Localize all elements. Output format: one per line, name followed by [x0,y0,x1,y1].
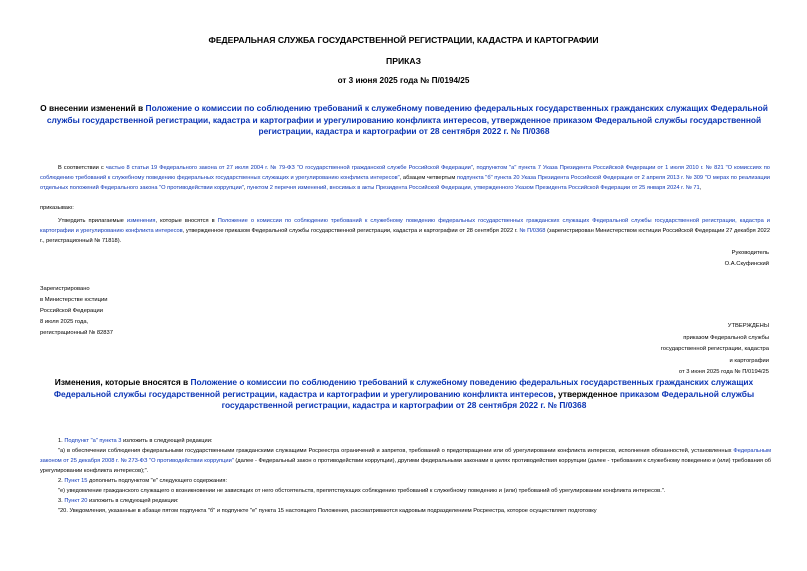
changes-regulation-link[interactable]: Положение о комиссии по соблюдению требований к служебному поведению федеральных государственных гражданских служащих Федеральной службы государственной регистрации, кадастра и картографии и урегулированию конфликта интересов [53,377,754,399]
approved-line: от 3 июня 2025 года № П/0194/25 [678,369,769,375]
quote-text: "а) в обеспечении соблюдения федеральными государственными гражданскими служащими Росреестра ограничений и запретов, требований о предотвращении или об урегулировании конфликта интересов, исполнения обязанностей, установленных [58,448,734,454]
document-title [38,103,770,138]
approve-text: Утвердить прилагаемые [58,218,127,224]
changes-order-link[interactable]: приказом Федеральной службы государственной регистрации, кадастра и картографии от 28 сентября 2022 г. № П/0368 [221,388,755,410]
signature-role: Руководитель [731,250,769,256]
preamble-text: , [699,185,702,191]
preamble-text: , абзацем четвертым [399,175,457,181]
point-15-link[interactable]: Пункт 15 [64,478,88,484]
list-item [40,496,771,506]
point-20-link[interactable]: Пункт 20 [64,498,88,504]
approved-block [569,321,769,379]
agency-heading: ФЕДЕРАЛЬНАЯ СЛУЖБА ГОСУДАРСТВЕННОЙ РЕГИСТРАЦИИ, КАДАСТРА И КАРТОГРАФИИ [208,35,599,45]
approved-line: государственной регистрации, кадастра [660,346,769,352]
quote-text: (далее - Федеральный закон о противодействии коррупции), другими федеральными законами в целях противодействия коррупции (далее - требования к служебному поведению и (или) требования об урегулировании конфликта интересов);". [40,458,771,474]
approve-text: , которые вносятся в [155,218,218,224]
approve-text: (зарегистрирован Министерством юстиции Российской Федерации 27 декабря 2022 г., регистрационный № 71818). [40,228,770,244]
orders-word: приказываю: [40,205,74,211]
decree-821-link[interactable]: подпунктом "а" пункта 7 Указа Президента Российской Федерации от 1 июля 2010 г. № 821 "О комиссиях по соблюдению требований к служебному поведению федеральных государственных служащих и урегулированию конфликта интересов" [40,165,770,181]
changes-list [40,436,771,516]
item-text: изложить в следующей редакции: [87,498,179,504]
item-number: 1. [58,438,65,444]
order-0368-link[interactable]: № П/0368 [519,228,546,234]
item-number: 2. [58,478,65,484]
changes-title [38,377,770,412]
item-text: дополнить подпунктом "е" следующего содержания: [87,478,228,484]
signature-name: О.А.Скуфинский [724,261,769,267]
list-item-quote: "20. Уведомления, указанные в абзаце пятом подпункта "б" и подпункте "е" пункта 15 настоящего Положения, рассматриваются кадровым подразделением Росреестра, которое осуществляет подготовку [58,508,597,514]
law-79-fz-link[interactable]: частью 8 статьи 19 Федерального закона от 27 июля 2004 г. № 79-ФЗ "О государственной гражданской службе Российской Федерации" [105,165,473,171]
list-item-quote: "е) уведомление гражданского служащего о возникновении не зависящих от него обстоятельств, препятствующих соблюдению требований к служебному поведению и (или) требований об урегулировании конфликта интересов.". [58,488,666,494]
preamble-text: В соответствии с [58,165,106,171]
preamble-text: , [472,165,477,171]
decree-309-link[interactable]: подпункта "б" пункта 20 Указа Президента Российской Федерации от 2 апреля 2013 г. № 309 "О мерах по реализации отдельных положений Федерального закона "О противодействии коррупции" [40,175,770,191]
registration-line: 8 июля 2025 года, [40,319,89,325]
changes-link[interactable]: изменения [126,218,156,224]
list-item-quote [40,446,771,476]
law-273-fz-link[interactable]: Федеральным законом от 25 декабря 2008 г. № 273-ФЗ "О противодействии коррупции" [40,448,771,464]
signature-block [569,248,769,270]
registration-block [40,284,240,339]
registration-line: Российской Федерации [40,308,104,314]
registration-line: регистрационный № 82837 [40,330,113,336]
registration-line: Зарегистрировано [40,286,90,292]
regulation-link[interactable]: Положение о комиссии по соблюдению требований к служебному поведению федеральных государственных гражданских служащих Федеральной службы государственной регистрации, кадастра и картографии и урегулированию конфликта интересов [40,218,770,234]
registration-line: в Министерстве юстиции [40,297,108,303]
item-text: изложить в следующей редакции: [121,438,213,444]
approved-line: и картографии [729,357,769,364]
order-date: от 3 июня 2025 года № П/0194/25 [337,76,470,85]
preamble-text: , [243,185,247,191]
approved-line: приказом Федеральной службы [683,334,769,341]
subpoint-a-point-3-link[interactable]: Подпункт "а" пункта 3 [64,438,122,444]
changes-title-mid: , утвержденное [553,388,620,399]
decree-71-link[interactable]: пунктом 2 перечня изменений, вносимых в акты Президента Российской Федерации, утвержденного Указом Президента Российской Федерации от 25 января 2024 г. № 71 [247,185,700,191]
list-item [40,436,771,446]
approved-line: УТВЕРЖДЕНЫ [727,323,769,329]
item-number: 3. [58,498,65,504]
title-prefix: О внесении изменений в [40,103,146,113]
preamble-paragraph [40,163,770,193]
approve-paragraph [40,216,770,246]
changes-title-prefix: Изменения, которые вносятся в [54,377,191,387]
order-heading: ПРИКАЗ [386,56,421,66]
list-item [40,476,771,486]
title-regulation-link[interactable]: Положение о комиссии по соблюдению требований к служебному поведению федеральных государственных гражданских служащих Федеральной службы государственной регистрации, кадастра и картографии и урегулированию конфликта интересов, утвержденное приказом Федеральной службы государственной регистрации, кадастра и картографии от 28 сентября 2022 г. № П/0368 [46,103,768,136]
approve-text: , утвержденное приказом Федеральной службы государственной регистрации, кадастра и картографии от 28 сентября 2022 г. [182,228,520,234]
